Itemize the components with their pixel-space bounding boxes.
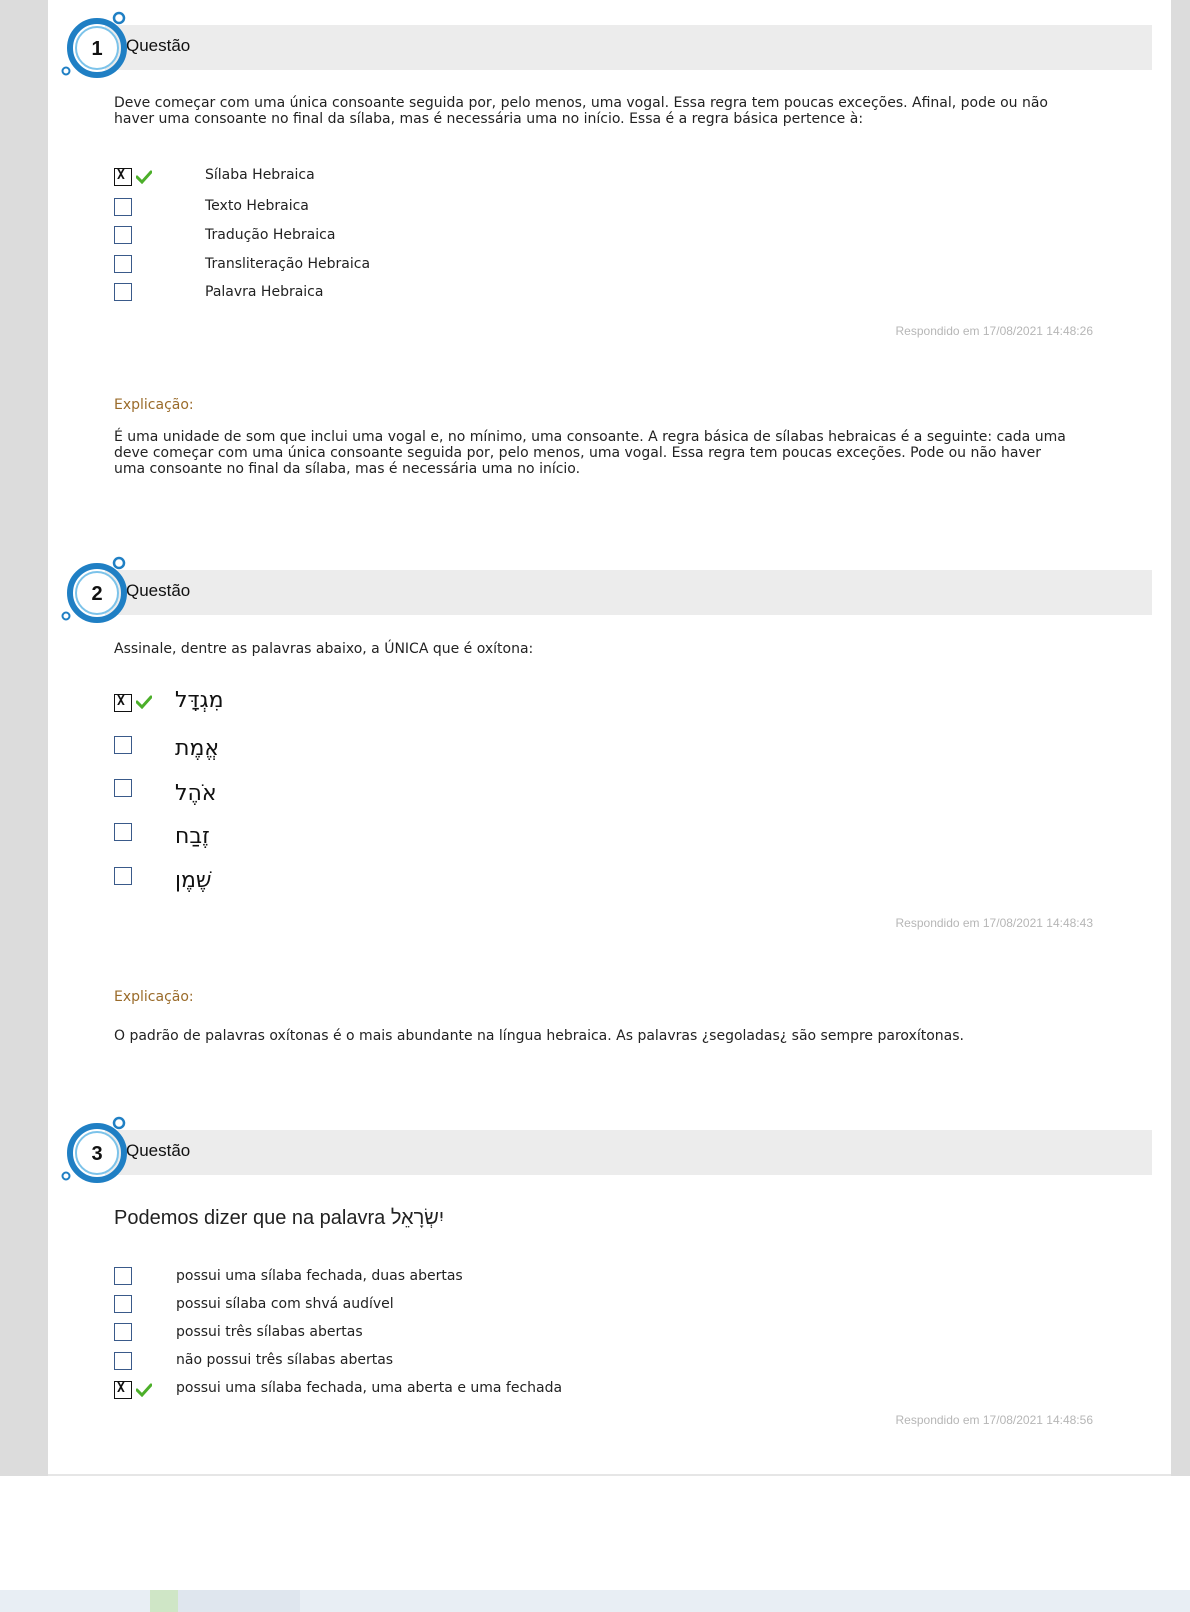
question-header bbox=[105, 570, 1152, 615]
taskbar-segment bbox=[178, 1590, 300, 1612]
explanation-label: Explicação: bbox=[114, 397, 194, 413]
option-label: possui uma sílaba fechada, uma aberta e uma fechada bbox=[176, 1380, 563, 1396]
option-checkbox[interactable] bbox=[114, 255, 132, 273]
left-gutter bbox=[0, 0, 48, 1476]
svg-text:2: 2 bbox=[91, 583, 103, 605]
explanation-text: O padrão de palavras oxítonas é o mais abundante na língua hebraica. As palavras ¿segoladas¿ são sempre paroxítonas. bbox=[114, 1028, 964, 1044]
option-checkbox[interactable] bbox=[114, 168, 132, 186]
option-checkbox[interactable] bbox=[114, 694, 132, 712]
option-label: אֹהֶל bbox=[175, 781, 217, 806]
question-header bbox=[105, 25, 1152, 70]
option-checkbox[interactable] bbox=[114, 736, 132, 754]
right-scroll-gutter bbox=[1171, 0, 1190, 1476]
option-checkbox[interactable] bbox=[114, 779, 132, 797]
answered-timestamp: Respondido em 17/08/2021 14:48:43 bbox=[895, 916, 1093, 930]
option-label: זֶבַח bbox=[175, 824, 210, 849]
correct-check-icon bbox=[136, 695, 152, 709]
option-label: possui uma sílaba fechada, duas abertas bbox=[176, 1268, 463, 1284]
question-prompt: Podemos dizer que na palavra יִשְׂרָאֵל bbox=[114, 1207, 445, 1229]
explanation-text: É uma unidade de som que inclui uma vogal e, no mínimo, uma consoante. A regra básica de sílabas hebraicas é a seguinte: cada uma deve começar com uma única consoante seguida por, pelo menos, uma vogal. Essa regra tem poucas exceções. Pode ou não haver uma consoante no final da sílaba, mas é necessária uma no início. bbox=[114, 429, 1066, 477]
option-label: Transliteração Hebraica bbox=[205, 256, 371, 272]
option-label: possui sílaba com shvá audível bbox=[176, 1296, 394, 1312]
question-title: Questão bbox=[126, 581, 191, 600]
option-label: Sílaba Hebraica bbox=[205, 167, 315, 183]
option-label: אֱמֶת bbox=[175, 736, 220, 761]
option-label: שֶׁמֶן bbox=[175, 868, 212, 893]
taskbar-segment bbox=[150, 1590, 178, 1612]
answered-timestamp: Respondido em 17/08/2021 14:48:26 bbox=[895, 324, 1093, 338]
answered-timestamp: Respondido em 17/08/2021 14:48:56 bbox=[895, 1413, 1093, 1427]
option-checkbox[interactable] bbox=[114, 1295, 132, 1313]
svg-text:1: 1 bbox=[91, 38, 103, 60]
option-label: não possui três sílabas abertas bbox=[176, 1352, 394, 1368]
question-number-badge-icon bbox=[57, 1111, 137, 1191]
option-checkbox[interactable] bbox=[114, 1267, 132, 1285]
question-prompt: Deve começar com uma única consoante seguida por, pelo menos, uma vogal. Essa regra tem poucas exceções. Afinal, pode ou não haver uma consoante no final da sílaba, mas é necessária uma no início. Essa é a regra básica pertence à: bbox=[114, 95, 1048, 127]
question-number-badge-icon bbox=[57, 6, 137, 86]
option-checkbox[interactable] bbox=[114, 198, 132, 216]
correct-check-icon bbox=[136, 170, 152, 184]
taskbar-strip bbox=[0, 1590, 1190, 1612]
question-title: Questão bbox=[126, 1141, 191, 1160]
option-checkbox[interactable] bbox=[114, 226, 132, 244]
svg-text:3: 3 bbox=[91, 1143, 103, 1165]
option-checkbox[interactable] bbox=[114, 1323, 132, 1341]
question-prompt: Assinale, dentre as palavras abaixo, a ÚNICA que é oxítona: bbox=[114, 641, 534, 657]
option-label: Palavra Hebraica bbox=[205, 284, 324, 300]
option-checkbox[interactable] bbox=[114, 283, 132, 301]
explanation-label: Explicação: bbox=[114, 989, 194, 1005]
option-checkbox[interactable] bbox=[114, 1352, 132, 1370]
option-label: possui três sílabas abertas bbox=[176, 1324, 363, 1340]
correct-check-icon bbox=[136, 1383, 152, 1397]
option-label: Tradução Hebraica bbox=[205, 227, 336, 243]
option-checkbox[interactable] bbox=[114, 867, 132, 885]
question-title: Questão bbox=[126, 36, 191, 55]
option-label: מִגְדָּל bbox=[175, 688, 224, 713]
option-checkbox[interactable] bbox=[114, 1381, 132, 1399]
option-label: Texto Hebraica bbox=[205, 198, 309, 214]
question-number-badge-icon bbox=[57, 551, 137, 631]
panel-bottom-border bbox=[48, 1474, 1171, 1476]
question-header bbox=[105, 1130, 1152, 1175]
option-checkbox[interactable] bbox=[114, 823, 132, 841]
